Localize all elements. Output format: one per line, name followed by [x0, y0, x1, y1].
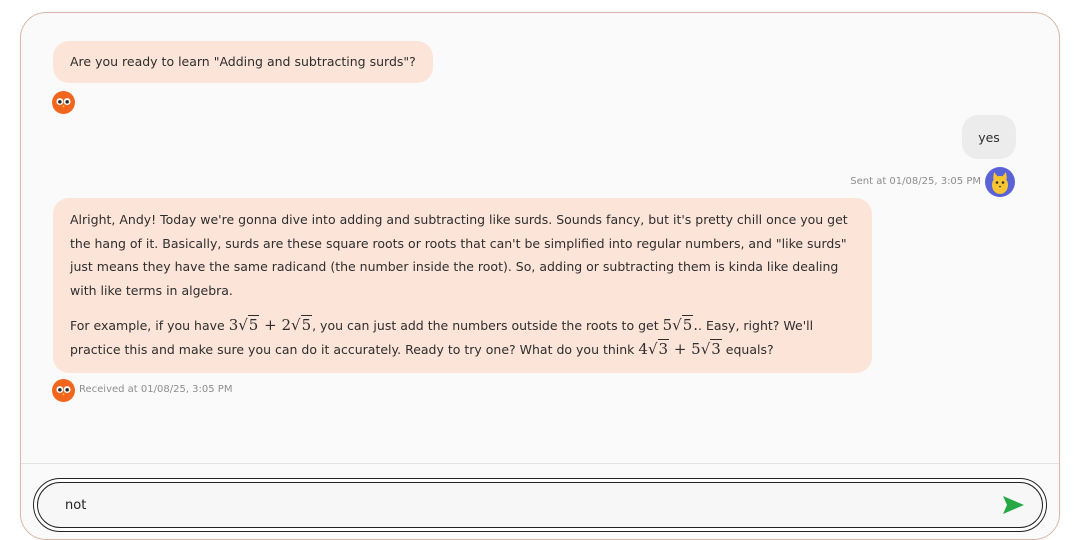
math-expression: 5√5.	[662, 316, 699, 334]
received-timestamp: Received at 01/08/25, 3:05 PM	[79, 384, 233, 395]
paragraph-text: , you can just add the numbers outside the roots to get	[312, 318, 663, 333]
owl-avatar-icon	[52, 379, 75, 402]
paragraph-text: . Easy, right? We'll practice this and make sure you can do it accurately. Ready to try one? What do you think	[70, 318, 814, 357]
input-divider	[21, 463, 1059, 464]
math-expression: 3√5 + 2√5	[228, 316, 312, 334]
sent-timestamp: Sent at 01/08/25, 3:05 PM	[850, 176, 981, 187]
bot-message-paragraph	[70, 314, 855, 361]
bot-message-bubble	[53, 41, 433, 83]
user-message-text: yes	[978, 129, 1000, 145]
message-input-container	[37, 482, 1043, 528]
send-button[interactable]	[1000, 492, 1026, 518]
bot-message-bubble	[53, 198, 872, 373]
owl-avatar-icon	[52, 91, 75, 114]
user-message-bubble	[962, 115, 1016, 159]
message-input[interactable]	[65, 490, 965, 520]
bot-message-text: Are you ready to learn "Adding and subtracting surds"?	[70, 54, 416, 69]
paragraph-text: For example, if you have	[70, 318, 229, 333]
math-expression: 4√3 + 5√3	[638, 339, 721, 358]
paragraph-text: equals?	[721, 341, 774, 357]
message-composer	[33, 478, 1047, 532]
cat-avatar-icon	[985, 167, 1015, 197]
bot-message-paragraph: Alright, Andy! Today we're gonna dive into adding and subtracting like surds. Sounds fancy, but it's pretty chill once you get the hang of it. Basically, surds are these square roots or roots that can't be simplified into regular numbers, and "like surds" just means they have the same radicand (the number inside the root). So, adding or subtracting them is kinda like dealing with like terms in algebra.	[70, 212, 848, 298]
send-arrow-icon	[1000, 492, 1026, 518]
chat-window	[20, 12, 1060, 540]
